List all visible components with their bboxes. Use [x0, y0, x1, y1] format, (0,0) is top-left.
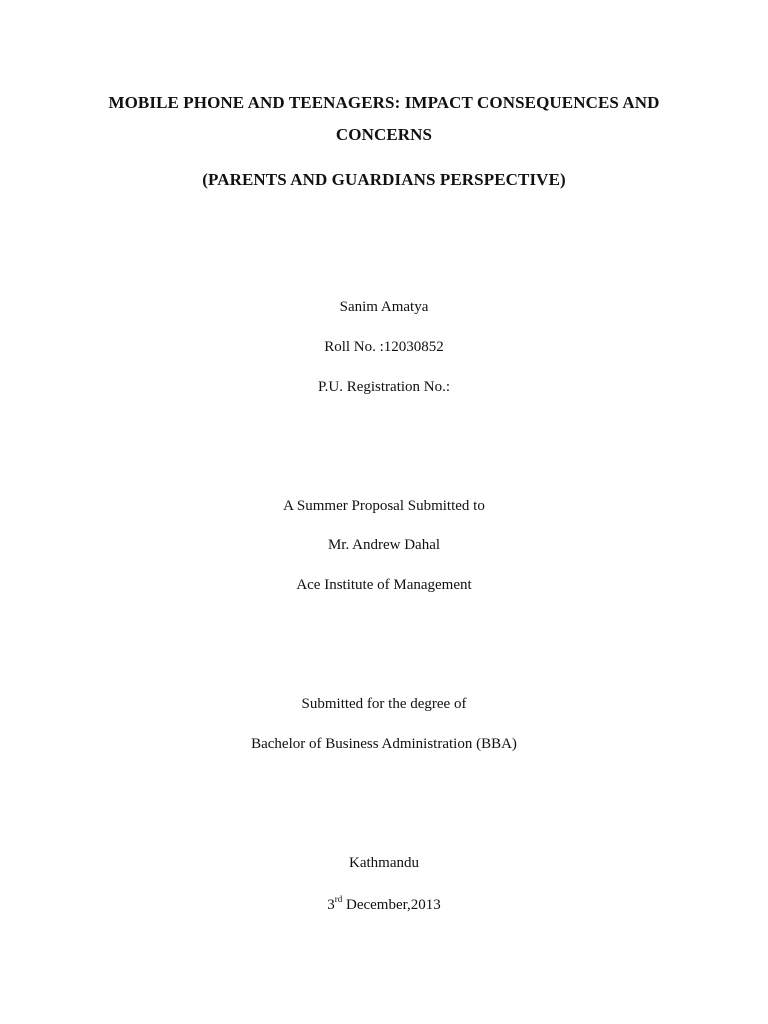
place: Kathmandu — [349, 855, 419, 871]
submission-date — [0, 895, 768, 914]
institute-name: Ace Institute of Management — [296, 577, 472, 593]
document-title-line-2: CONCERNS — [335, 125, 433, 144]
supervisor-name: Mr. Andrew Dahal — [327, 537, 441, 553]
document-subtitle: (PARENTS AND GUARDIANS PERSPECTIVE) — [202, 170, 566, 189]
degree-statement: Submitted for the degree of — [301, 696, 467, 712]
degree-name: Bachelor of Business Administration (BBA) — [251, 736, 517, 752]
date-day-suffix: rd — [334, 894, 343, 904]
pu-registration-number: P.U. Registration No.: — [317, 379, 451, 395]
date-day: 3 — [327, 897, 335, 913]
document-title-line-1: MOBILE PHONE AND TEENAGERS: IMPACT CONSEQUENCES AND — [108, 93, 660, 112]
submission-statement: A Summer Proposal Submitted to — [283, 498, 485, 514]
roll-number: Roll No. :12030852 — [324, 339, 444, 355]
author-name: Sanim Amatya — [339, 299, 429, 315]
date-month-year: December,2013 — [342, 897, 441, 913]
